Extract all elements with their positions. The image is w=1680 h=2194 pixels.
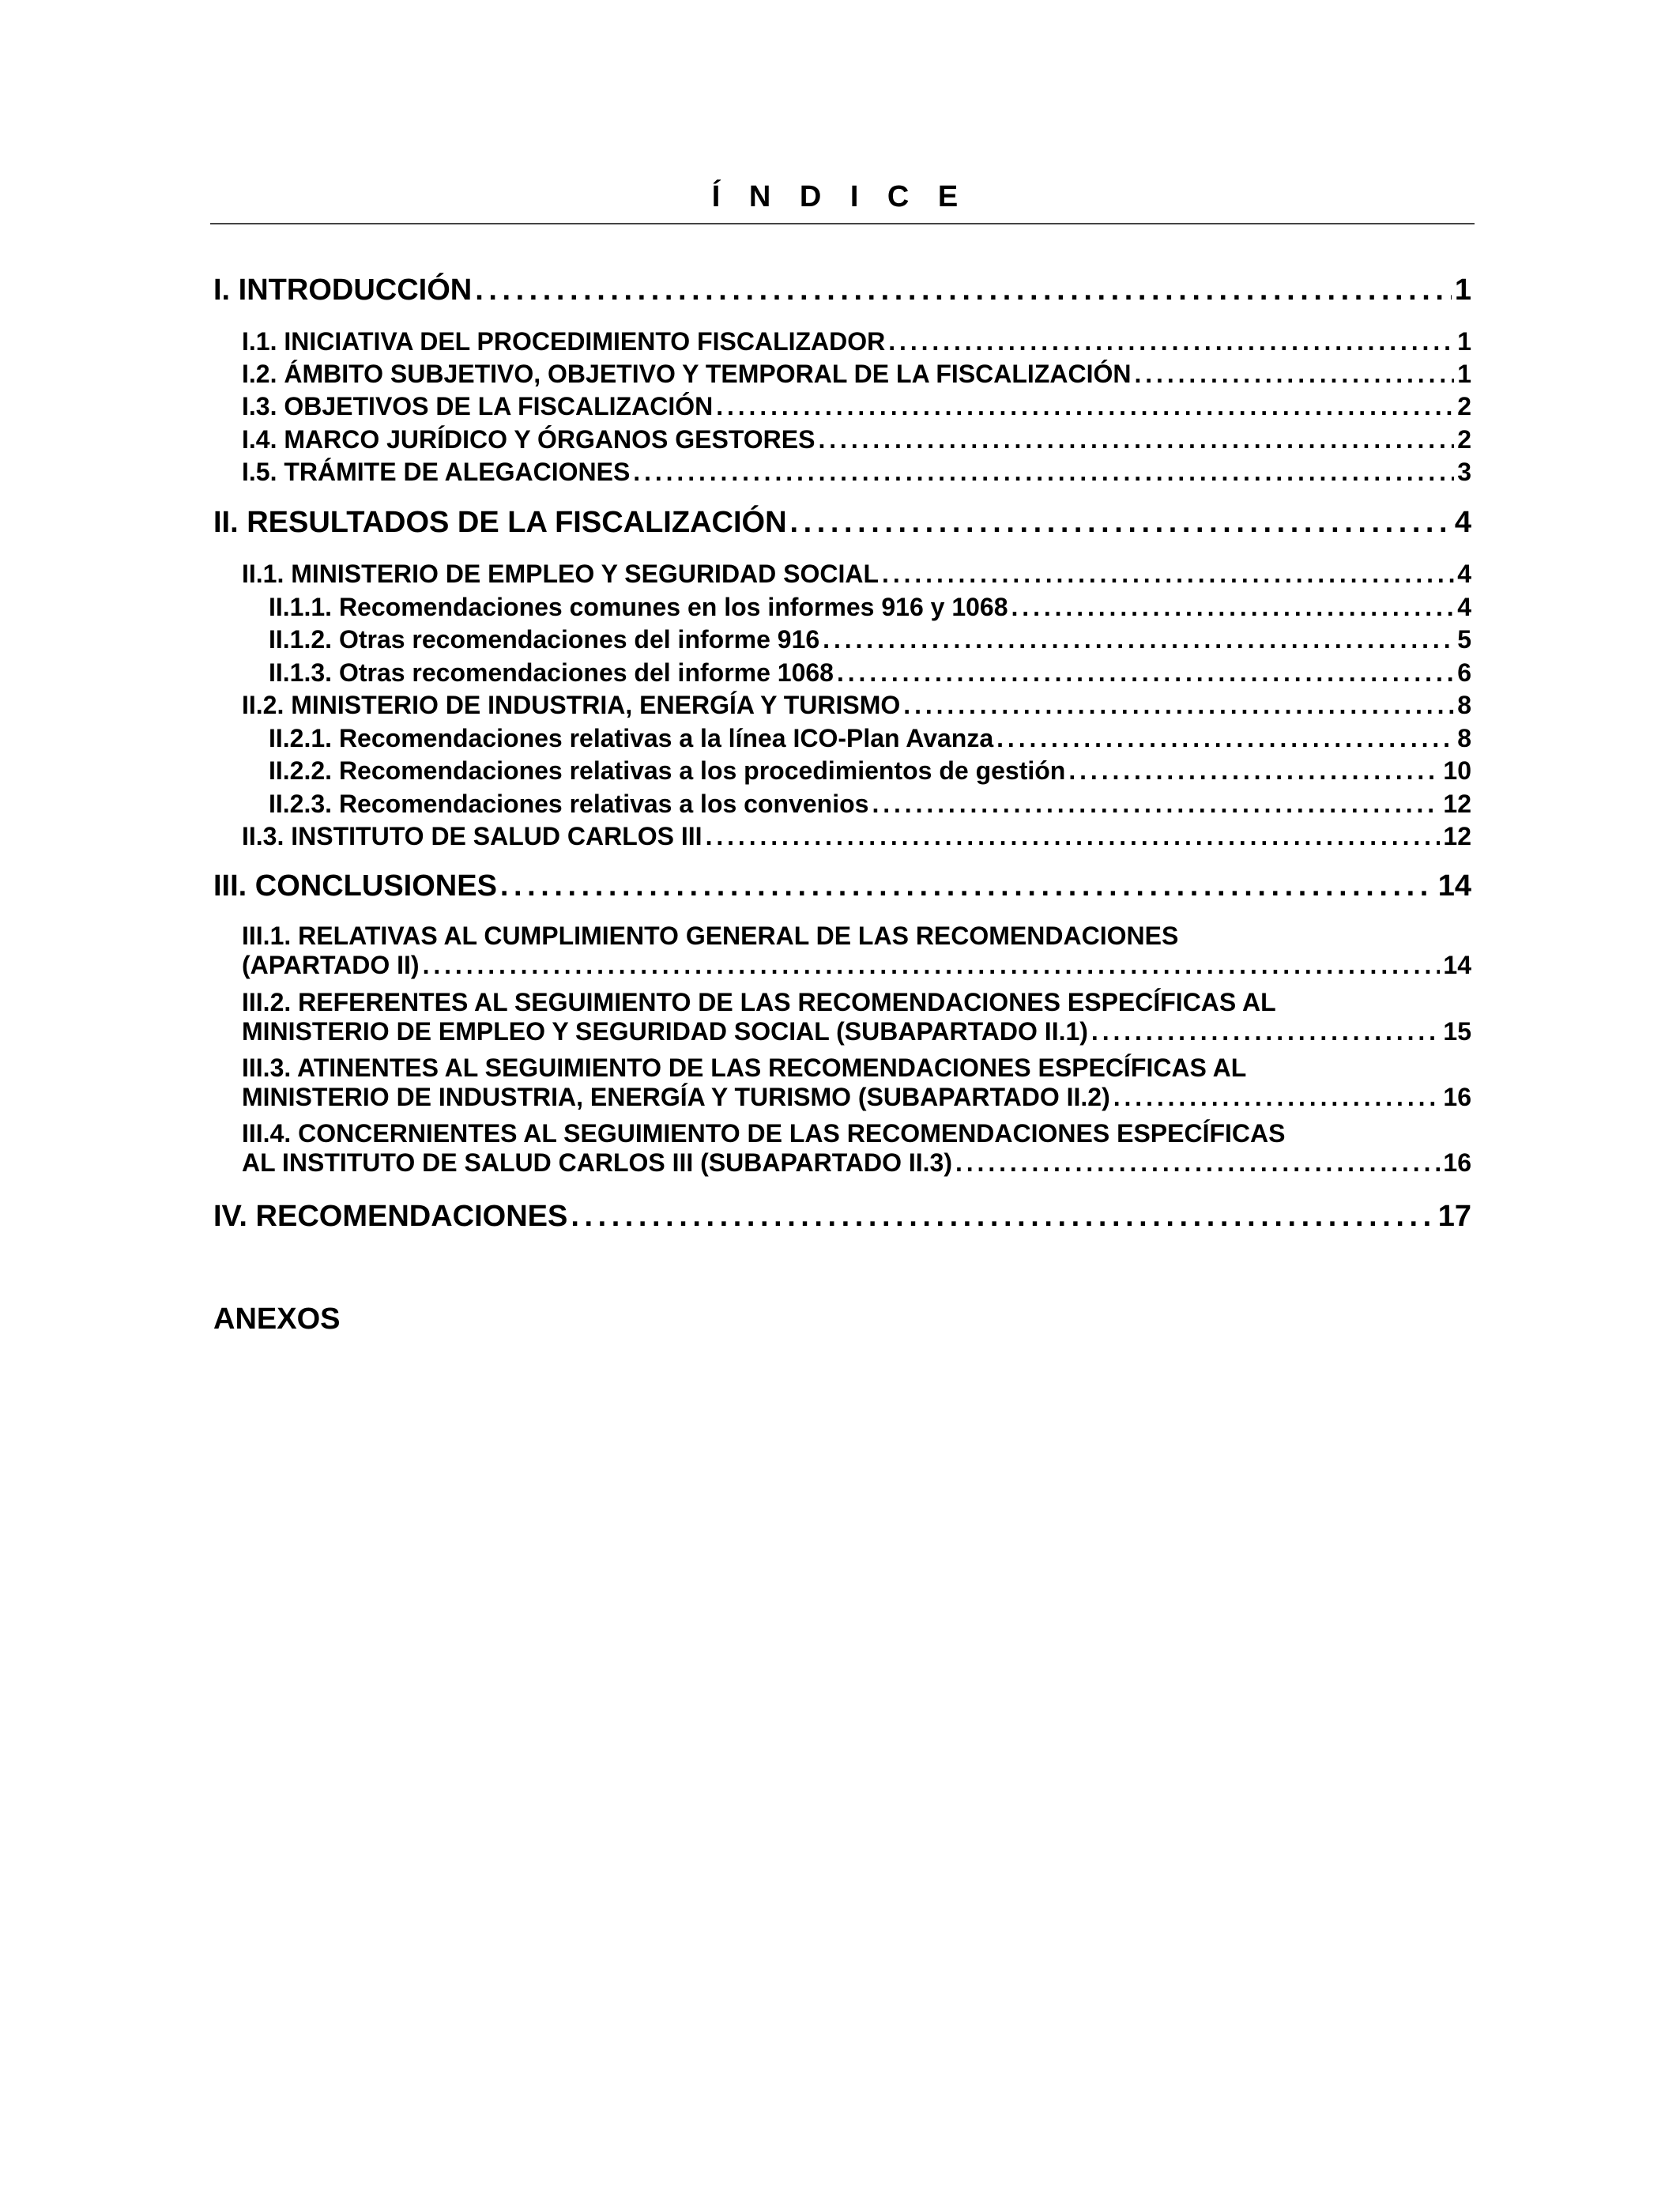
dot-leader — [818, 425, 1454, 454]
toc-page-number: 6 — [1457, 658, 1471, 687]
toc-entry-ii-3[interactable] — [242, 822, 1471, 851]
toc-entry-label-line2: MINISTERIO DE EMPLEO Y SEGURIDAD SOCIAL (SUBAPARTADO II.1) — [242, 1016, 1088, 1046]
dot-leader — [1068, 756, 1440, 786]
toc-page-number: 16 — [1443, 1082, 1471, 1111]
toc-entry-recomendaciones[interactable] — [213, 1200, 1471, 1235]
toc-entry-ii-2-2[interactable] — [269, 756, 1471, 786]
toc-entry-label: I.5. TRÁMITE DE ALEGACIONES — [242, 458, 631, 486]
annexes-heading[interactable]: ANEXOS — [213, 1302, 341, 1336]
toc-page-number: 17 — [1437, 1200, 1471, 1233]
toc-page-number: 4 — [1457, 593, 1471, 621]
dot-leader — [475, 273, 1452, 308]
toc-entry-i-4[interactable] — [242, 425, 1471, 454]
dot-leader — [1113, 1083, 1441, 1112]
toc-entry-i-2[interactable] — [242, 360, 1471, 389]
toc-entry-i-1[interactable] — [242, 327, 1471, 356]
dot-leader — [823, 625, 1454, 654]
dot-leader — [837, 658, 1454, 688]
toc-entry-label: III. CONCLUSIONES — [213, 869, 497, 903]
toc-page-number: 2 — [1457, 392, 1471, 420]
toc-entry-introduccion[interactable] — [213, 273, 1471, 308]
toc-entry-label: IV. RECOMENDACIONES — [213, 1200, 568, 1233]
dot-leader — [1091, 1017, 1440, 1046]
toc-entry-label: II.2.2. Recomendaciones relativas a los procedimientos de gestión — [269, 756, 1066, 785]
toc-entry-iii-3[interactable] — [242, 1054, 1471, 1112]
toc-entry-label: II.1.2. Otras recomendaciones del informe 916 — [269, 625, 820, 654]
toc-page-number: 8 — [1457, 691, 1471, 719]
toc-page-number: 4 — [1457, 560, 1471, 588]
toc-page-number: 12 — [1443, 790, 1471, 818]
toc-entry-label: II.3. INSTITUTO DE SALUD CARLOS III — [242, 822, 703, 850]
dot-leader — [571, 1200, 1434, 1235]
toc-entry-label: I.4. MARCO JURÍDICO Y ÓRGANOS GESTORES — [242, 425, 816, 454]
toc-entry-ii-2-3[interactable] — [269, 790, 1471, 819]
toc-entry-label-line2: AL INSTITUTO DE SALUD CARLOS III (SUBAPARTADO II.3) — [242, 1148, 952, 1177]
toc-page-number: 16 — [1443, 1148, 1471, 1177]
dot-leader — [706, 822, 1441, 851]
toc-entry-label: II.1.3. Otras recomendaciones del informe 1068 — [269, 658, 834, 687]
dot-leader — [500, 869, 1435, 904]
toc-entry-iii-2[interactable] — [242, 988, 1471, 1046]
toc-entry-i-5[interactable] — [242, 458, 1471, 487]
toc-entry-label-line2: MINISTERIO DE INDUSTRIA, ENERGÍA Y TURISMO (SUBAPARTADO II.2) — [242, 1082, 1110, 1111]
toc-page-number: 5 — [1457, 625, 1471, 654]
toc-entry-iii-1[interactable] — [242, 922, 1471, 980]
toc-entry-ii-1-3[interactable] — [269, 658, 1471, 688]
dot-leader — [423, 951, 1441, 980]
toc-page-number: 1 — [1454, 273, 1471, 307]
toc-page-number: 8 — [1457, 724, 1471, 752]
dot-leader — [716, 392, 1454, 421]
toc-entry-label-line1: III.3. ATINENTES AL SEGUIMIENTO DE LAS RECOMENDACIONES ESPECÍFICAS AL — [242, 1054, 1247, 1082]
dot-leader — [633, 458, 1454, 487]
toc-entry-iii-4[interactable] — [242, 1119, 1471, 1178]
toc-entry-conclusiones[interactable] — [213, 869, 1471, 904]
toc-entry-label: I.3. OBJETIVOS DE LA FISCALIZACIÓN — [242, 392, 714, 420]
toc-entry-label-line2: (APARTADO II) — [242, 950, 420, 979]
toc-page-number: 10 — [1443, 756, 1471, 785]
toc-entry-ii-1-1[interactable] — [269, 593, 1471, 622]
toc-page-number: 3 — [1457, 458, 1471, 486]
toc-page-number: 14 — [1443, 950, 1471, 979]
toc-entry-label: II.2.3. Recomendaciones relativas a los convenios — [269, 790, 869, 818]
toc-entry-label: II.1. MINISTERIO DE EMPLEO Y SEGURIDAD SOCIAL — [242, 560, 880, 588]
toc-page-number: 1 — [1457, 327, 1471, 356]
toc-entry-resultados[interactable] — [213, 506, 1471, 541]
toc-entry-ii-1-2[interactable] — [269, 625, 1471, 654]
dot-leader — [888, 327, 1454, 356]
toc-entry-i-3[interactable] — [242, 392, 1471, 421]
toc-page-number: 15 — [1443, 1016, 1471, 1046]
toc-page-number: 12 — [1443, 822, 1471, 850]
toc-entry-label: I. INTRODUCCIÓN — [213, 273, 473, 307]
toc-entry-ii-2[interactable] — [242, 691, 1471, 720]
dot-leader — [955, 1148, 1440, 1178]
toc-entry-label: I.2. ÁMBITO SUBJETIVO, OBJETIVO Y TEMPORAL DE LA FISCALIZACIÓN — [242, 360, 1132, 388]
toc-page-number: 2 — [1457, 425, 1471, 454]
toc-entry-ii-1[interactable] — [242, 560, 1471, 589]
dot-leader — [790, 506, 1452, 541]
toc-entry-label: II.1.1. Recomendaciones comunes en los informes 916 y 1068 — [269, 593, 1008, 621]
toc-entry-label: I.1. INICIATIVA DEL PROCEDIMIENTO FISCALIZADOR — [242, 327, 886, 356]
page-title: Í N D I C E — [711, 180, 969, 213]
toc-entry-label: II. RESULTADOS DE LA FISCALIZACIÓN — [213, 506, 787, 539]
toc-entry-label-line1: III.1. RELATIVAS AL CUMPLIMIENTO GENERAL DE LAS RECOMENDACIONES — [242, 922, 1179, 950]
toc-page-number: 1 — [1457, 360, 1471, 388]
dot-leader — [996, 724, 1454, 753]
dot-leader — [872, 790, 1440, 819]
toc-entry-ii-2-1[interactable] — [269, 724, 1471, 753]
toc-page-number: 14 — [1437, 869, 1471, 903]
toc-entry-label-line1: III.2. REFERENTES AL SEGUIMIENTO DE LAS RECOMENDACIONES ESPECÍFICAS AL — [242, 988, 1276, 1016]
toc-page-number: 4 — [1454, 506, 1471, 539]
toc-entry-label: II.2. MINISTERIO DE INDUSTRIA, ENERGÍA Y TURISMO — [242, 691, 901, 719]
toc-entry-label-line1: III.4. CONCERNIENTES AL SEGUIMIENTO DE LAS RECOMENDACIONES ESPECÍFICAS — [242, 1119, 1286, 1148]
toc-entry-label: II.2.1. Recomendaciones relativas a la línea ICO-Plan Avanza — [269, 724, 994, 752]
dot-leader — [1011, 593, 1455, 622]
dot-leader — [882, 560, 1454, 589]
dot-leader — [1134, 360, 1454, 389]
dot-leader — [903, 691, 1454, 720]
